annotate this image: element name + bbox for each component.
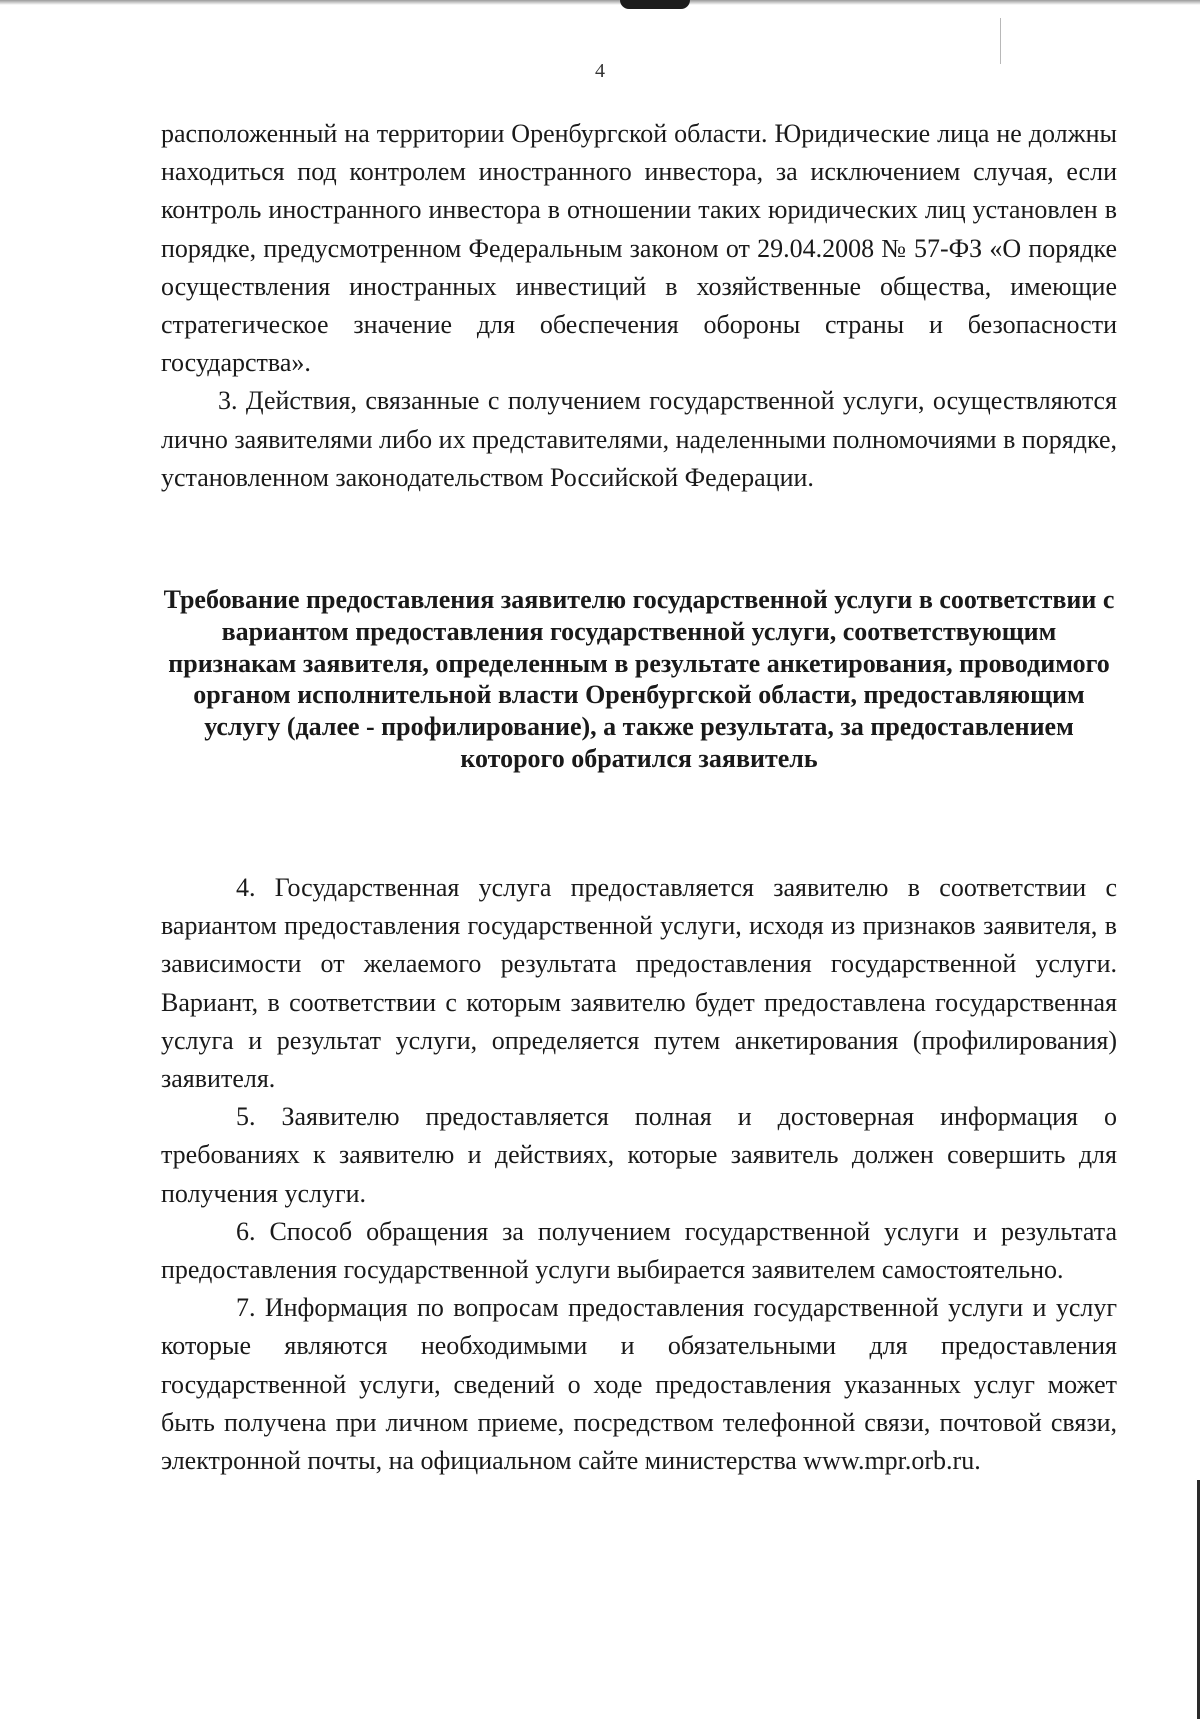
document-body-bottom bbox=[161, 869, 1117, 1480]
scan-mark bbox=[1000, 18, 1001, 64]
page-number: 4 bbox=[595, 60, 605, 82]
document-body-top bbox=[161, 115, 1117, 497]
paragraph-4: 4. Государственная услуга предоставляется заявителю в соответствии с вариантом предоставления государственной услуги, исходя из признаков заявителя, в зависимости от желаемого результата предоставления государственной услуги. Вариант, в соответствии с которым заявителю будет предоставлена государственная услуга и результат услуги, определяется путем анкетирования (профилирования) заявителя. bbox=[161, 873, 1117, 1094]
paragraph-5: 5. Заявителю предоставляется полная и достоверная информация о требованиях к заявителю и действиях, которые заявитель должен совершить для получения услуги. bbox=[161, 1102, 1117, 1208]
paragraph-6: 6. Способ обращения за получением государственной услуги и результата предоставления государственной услуги выбирается заявителем самостоятельно. bbox=[161, 1216, 1117, 1285]
paragraph-3: 3. Действия, связанные с получением государственной услуги, осуществляются лично заявителями либо их представителями, наделенными полномочиями в порядке, установленном законодательством Российской Федерации. bbox=[161, 386, 1117, 492]
scan-artifact bbox=[620, 0, 690, 9]
section-heading: Требование предоставления заявителю государственной услуги в соответствии с вариантом предоставления государственной услуги, соответствующим признакам заявителя, определенным в результате анкетирования, проводимого органом исполнительной власти Оренбургской области, предоставляющим услугу (далее - профилирование), а также результата, за предоставлением которого обратился заявитель bbox=[163, 585, 1115, 773]
scan-top-edge bbox=[0, 0, 1200, 5]
paragraph-7: 7. Информация по вопросам предоставления государственной услуги и услуг которые являются необходимыми и обязательными для предоставления государственной услуги, сведений о ходе предоставления указанных услуг может быть получена при личном приеме, посредством телефонной связи, почтовой связи, электронной почты, на официальном сайте министерства www.mpr.orb.ru. bbox=[161, 1293, 1117, 1476]
paragraph-continuation: расположенный на территории Оренбургской области. Юридические лица не должны находиться под контролем иностранного инвестора, за исключением случая, если контроль иностранного инвестора в отношении таких юридических лиц установлен в порядке, предусмотренном Федеральным законом от 29.04.2008 № 57-ФЗ «О порядке осуществления иностранных инвестиций в хозяйственные общества, имеющие стратегическое значение для обеспечения обороны страны и безопасности государства». bbox=[161, 119, 1117, 378]
